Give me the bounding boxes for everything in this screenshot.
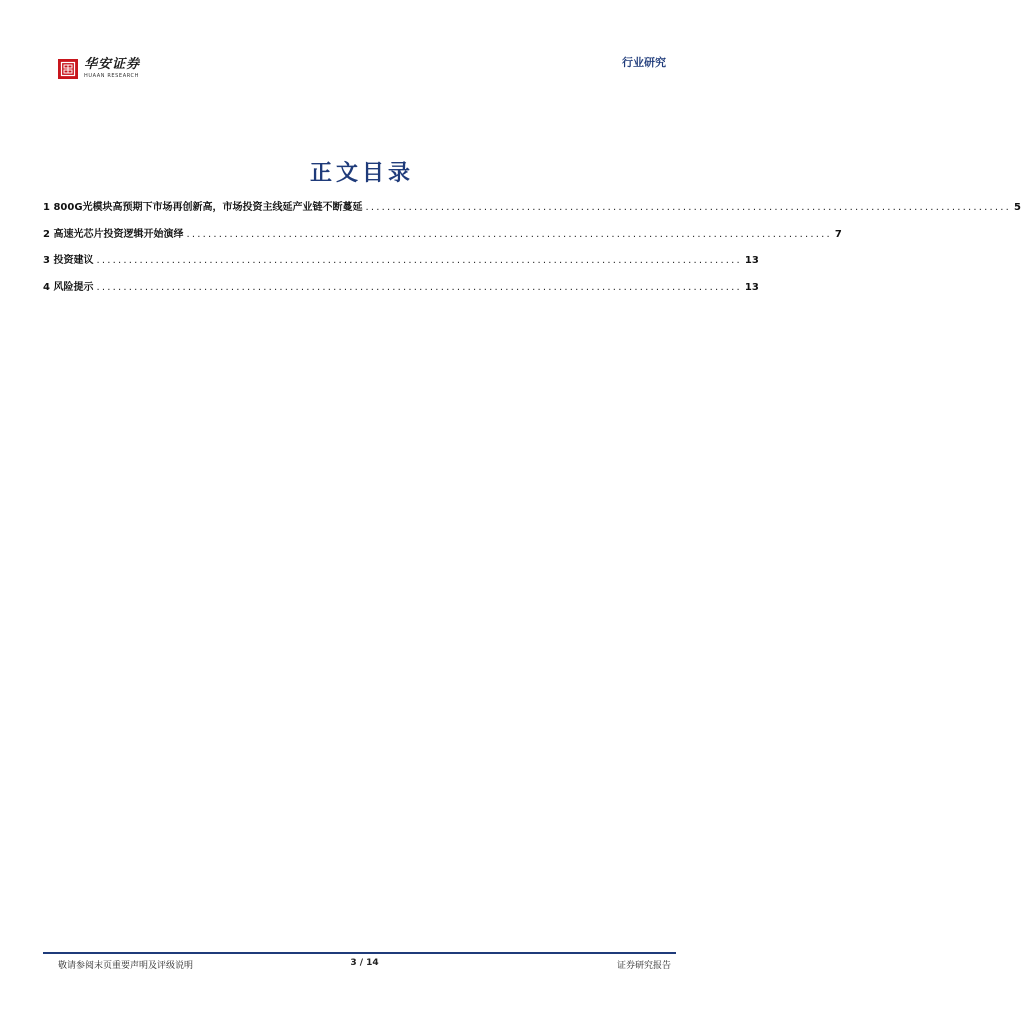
toc-entry[interactable] bbox=[43, 251, 759, 278]
toc-entry-title: 高速光芯片投资逻辑开始演绎 bbox=[53, 228, 184, 240]
table-of-contents bbox=[43, 198, 1021, 304]
logo-english-name: HUAAN RESEARCH bbox=[84, 73, 139, 79]
toc-entry[interactable] bbox=[43, 225, 842, 252]
toc-entry-page: 13 bbox=[744, 255, 759, 266]
toc-entry-title: 风险提示 bbox=[53, 281, 94, 293]
toc-leader-dots: ........................................................................................................................ bbox=[96, 281, 742, 293]
toc-leader-dots: ........................................................................................................................ bbox=[186, 228, 832, 240]
toc-entry[interactable] bbox=[43, 198, 1021, 225]
toc-entry-number: 4 bbox=[43, 281, 54, 293]
footer-disclaimer: 敬请参阅末页重要声明及评级说明 bbox=[58, 961, 194, 971]
page-indicator: 3 / 14 bbox=[350, 958, 379, 968]
toc-entry-page: 7 bbox=[834, 228, 842, 240]
toc-leader-dots: ........................................................................................................................ bbox=[96, 255, 742, 266]
company-logo bbox=[58, 58, 140, 79]
logo-chinese-name: 华安证券 bbox=[84, 57, 141, 72]
toc-title: 正文目录 bbox=[309, 161, 414, 186]
seal-icon bbox=[58, 59, 78, 79]
page-header bbox=[0, 0, 724, 100]
toc-entry[interactable] bbox=[43, 278, 759, 305]
toc-entry-title: 800G光模块高预期下市场再创新高，市场投资主线延产业链不断蔓延 bbox=[53, 202, 363, 213]
toc-entry-number: 2 bbox=[43, 228, 54, 240]
report-category: 行业研究 bbox=[622, 56, 666, 69]
toc-entry-page: 13 bbox=[744, 281, 759, 293]
toc-entry-title: 投资建议 bbox=[53, 255, 94, 266]
toc-leader-dots: ........................................................................................................................ bbox=[365, 202, 1011, 213]
toc-entry-number: 3 bbox=[43, 255, 54, 266]
toc-entry-number: 1 bbox=[43, 202, 54, 213]
toc-entry-page: 5 bbox=[1014, 202, 1021, 213]
report-type: 证券研究报告 bbox=[616, 961, 671, 971]
footer-divider bbox=[43, 952, 676, 954]
